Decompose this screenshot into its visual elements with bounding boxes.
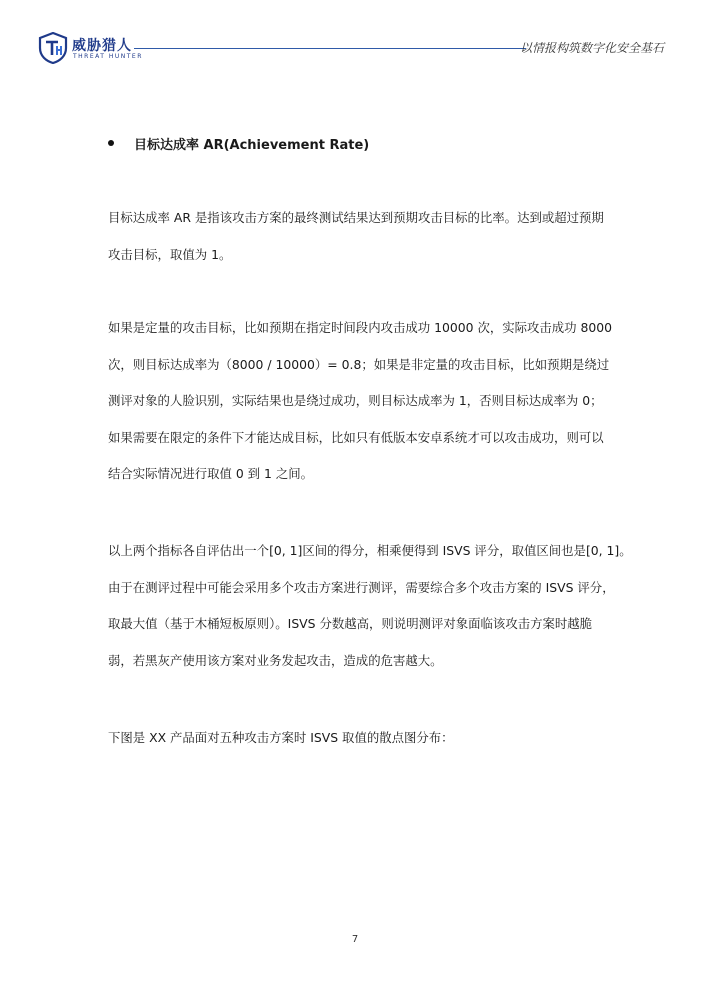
paragraph-line: 次，则目标达成率为（8000 / 10000）= 0.8；如果是非定量的攻击目标，比如预期是绕过 (108, 356, 610, 372)
page-header (38, 30, 672, 66)
paragraph-line: 取最大值（基于木桶短板原则）。ISVS 分数越高，则说明测评对象面临该攻击方案时越脆 (108, 616, 593, 631)
paragraph-figure-intro (108, 728, 608, 765)
paragraph-line: 测评对象的人脸识别，实际结果也是绕过成功，则目标达成率为 1，否则目标达成率为 0； (108, 393, 603, 408)
bullet-dot-icon (108, 140, 114, 146)
paragraph-line: 由于在测评过程中可能会采用多个攻击方案进行测评，需要综合多个攻击方案的 ISVS 评分， (108, 579, 615, 595)
paragraph-line: 攻击目标，取值为 1。 (108, 246, 232, 262)
paragraph-line: 结合实际情况进行取值 0 到 1 之间。 (108, 466, 313, 481)
logo-subtitle: THREAT HUNTER (73, 53, 143, 60)
paragraph-line: 弱，若黑灰产使用该方案对业务发起攻击，造成的危害越大。 (108, 652, 443, 668)
header-divider (134, 48, 526, 49)
shield-logo-icon (38, 32, 68, 64)
paragraph-isvs-score (108, 541, 632, 687)
paragraph-line: 如果需要在限定的条件下才能达成目标，比如只有低版本安卓系统才可以攻击成功，则可以 (108, 429, 604, 445)
paragraph-ar-examples (108, 318, 613, 501)
logo-name: 威胁猎人 (72, 38, 132, 54)
page-number: 7 (351, 934, 359, 945)
header-tagline: 以情报构筑数字化安全基石 (519, 41, 664, 55)
section-title: 目标达成率 AR(Achievement Rate) (134, 138, 370, 153)
paragraph-line: 下图是 XX 产品面对五种攻击方案时 ISVS 取值的散点图分布： (108, 730, 454, 745)
paragraph-line: 目标达成率 AR 是指该攻击方案的最终测试结果达到预期攻击目标的比率。达到或超过预期 (108, 210, 604, 225)
paragraph-line: 以上两个指标各自评估出一个[0, 1]区间的得分，相乘便得到 ISVS 评分，取值区间也是[0, 1]。 (108, 543, 632, 558)
paragraph-line: 如果是定量的攻击目标，比如预期在指定时间段内攻击成功 10000 次，实际攻击成功 8000 (108, 320, 613, 335)
paragraph-ar-definition (108, 208, 608, 281)
